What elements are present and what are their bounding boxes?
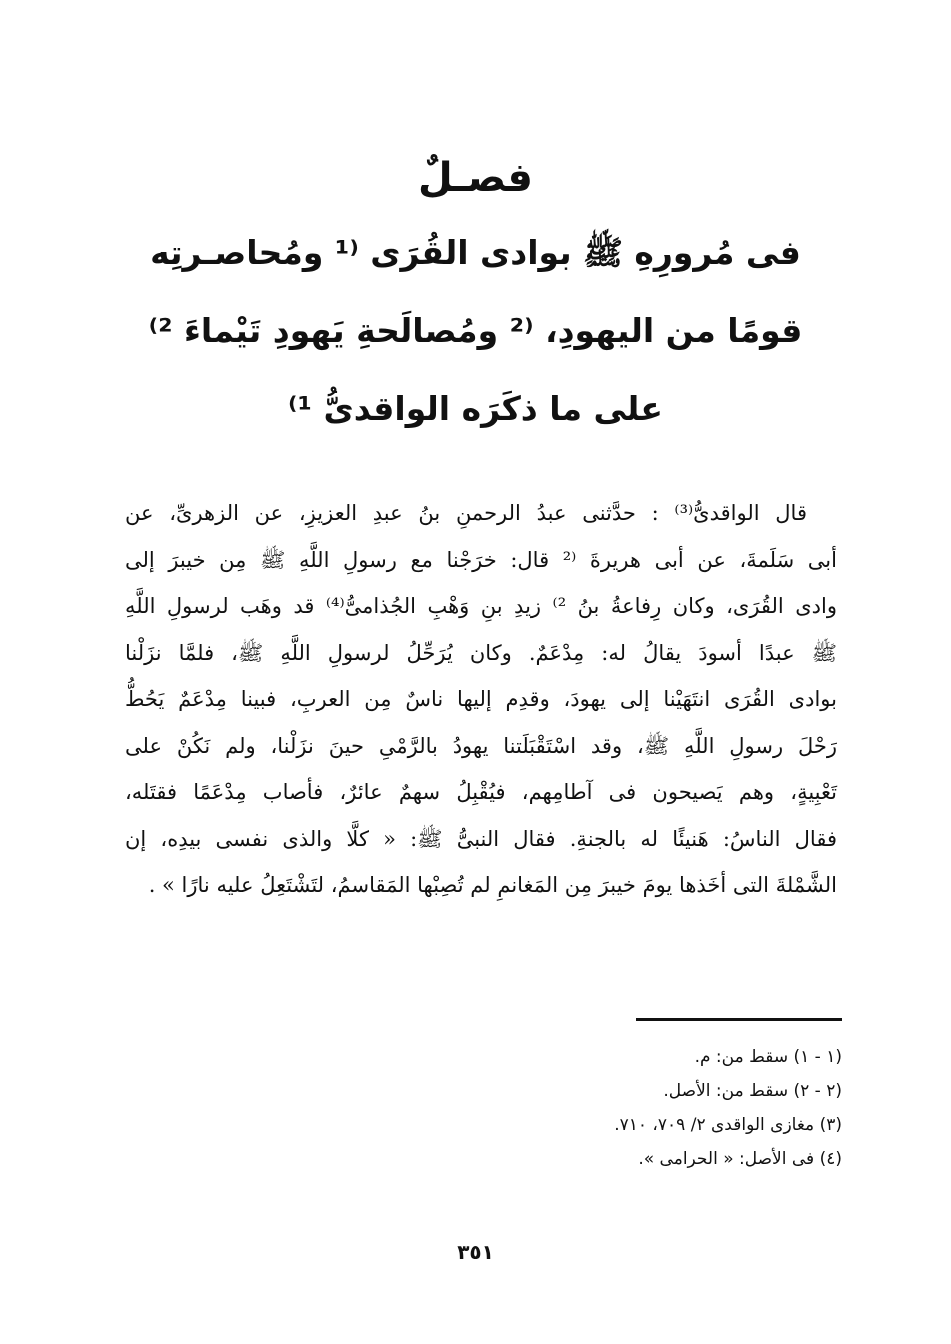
paragraph-line: الشَّمْلةَ التى أخَذها يومَ خيبرَ مِن المَغانمِ لم تُصِبْها المَقاسمُ، لتَشْتَعِلُ عليه نارًا » . (148, 873, 837, 897)
heading-line: فى مُرورِهِ ﷺ بوادى القُرَى ⁽¹ ومُحاصـرتِه (150, 233, 801, 272)
heading-line: على ما ذكَرَه الواقدىُّ ¹⁾ (288, 389, 663, 428)
footnotes (500, 1040, 842, 1176)
footnote-divider (636, 1018, 842, 1021)
footnote-item: (٢ - ٢) سقط من: الأصل. (663, 1081, 842, 1101)
paragraph-line: بوادى القُرَى انتَهَيْنا إلى يهودَ، وقدِم إليها ناسٌ مِن العربِ، فبينا مِدْعَمٌ يَحُطُّ (125, 687, 837, 711)
page-number: ٣٥١ (457, 1240, 494, 1264)
footnote-item: (٤) فى الأصل: « الحرامى ». (638, 1149, 842, 1169)
footnote-item: (٣) مغازى الواقدى ٢/ ٧٠٩، ٧١٠. (614, 1115, 842, 1135)
paragraph-line: قال الواقدىُّ⁽³⁾ : حدَّثنى عبدُ الرحمنِ بنُ عبدِ العزيزِ، عن الزهرىِّ، عن (125, 501, 807, 525)
footnote-item: (١ - ١) سقط من: م. (694, 1047, 842, 1067)
paragraph-line: فقال الناسُ: هَنيئًا له بالجنةِ. فقال النبىُّ ﷺ: « كلَّا والذى نفسى بيدِه، إن (125, 826, 837, 851)
paragraph-line: تَعْبِيةٍ، وهم يَصيحون فى آطامِهم، فيُقْبِلُ سهمٌ عائرٌ، فأصاب مِدْعَمًا فقتَله، (125, 780, 837, 804)
main-paragraph (125, 490, 837, 909)
heading-line: قومًا من اليهودِ، ⁽² ومُصالَحةِ يَهودِ تَيْماءَ ²⁾ (148, 311, 803, 350)
paragraph-line: أبى سَلَمةَ، عن أبى هريرةَ ⁽² قال: خرَجْنا مع رسولِ اللَّهِ ﷺ مِن خيبرَ إلى (125, 547, 837, 572)
section-title: فصـلٌ (418, 155, 533, 201)
paragraph-line: رَحْلَ رسولِ اللَّهِ ﷺ، وقد اسْتَقْبَلَتنا يهودُ بالرَّمْىِ حينَ نزَلْنا، ولم نَكُنْ على (125, 733, 837, 758)
chapter-heading (120, 150, 831, 448)
paragraph-line: ﷺ عبدًا أسودَ يقالُ له: مِدْعَمٌ. وكان يُرَحِّلُ لرسولِ اللَّهِ ﷺ، فلمَّا نزَلْنا (125, 640, 837, 665)
paragraph-line: وادى القُرَى، وكان رِفاعةُ بنُ ²⁾ زيدِ بنِ وَهْبِ الجُذامىُّ⁽⁴⁾ قد وهَب لرسولِ اللَّهِ (125, 594, 837, 618)
